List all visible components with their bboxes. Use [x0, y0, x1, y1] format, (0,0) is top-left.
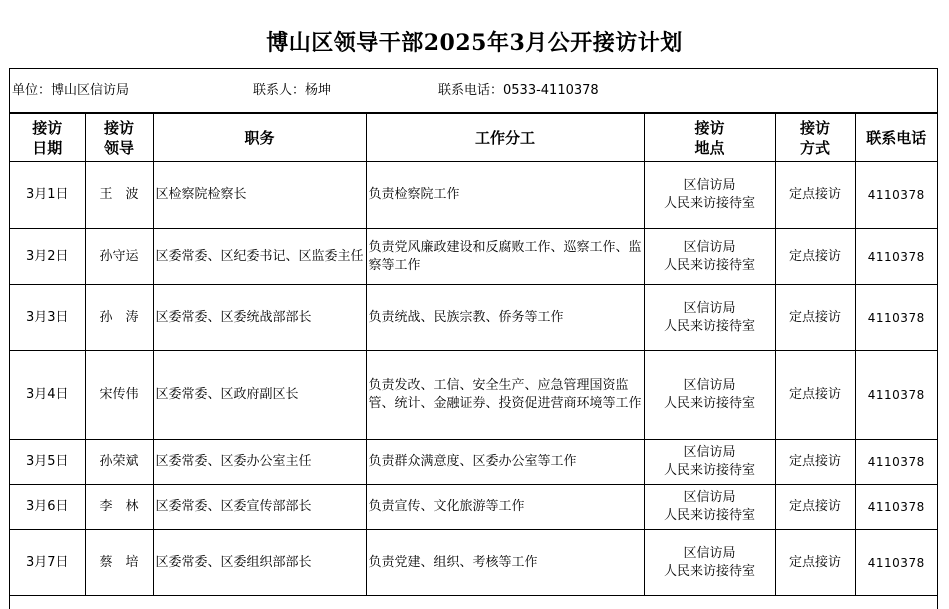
place-line: 区信访局 — [683, 300, 736, 316]
method-cell: 定点接访 — [775, 440, 855, 485]
place-line: 区信访局 — [683, 178, 736, 193]
place-line: 区信访局 — [683, 490, 736, 505]
table-row — [10, 351, 937, 440]
schedule-sheet — [9, 68, 938, 609]
duty-cell: 负责群众满意度、区委办公室等工作 — [366, 440, 644, 485]
position-cell: 区委常委、区委宣传部部长 — [153, 485, 366, 530]
table-row — [10, 285, 937, 351]
header-leader: 接访 领导 — [85, 114, 153, 162]
place-line: 人民来访接待室 — [663, 196, 755, 211]
header-row — [10, 114, 937, 162]
place-line: 人民来访接待室 — [663, 318, 755, 334]
date-cell: 3月3日 — [10, 285, 85, 351]
method-cell: 定点接访 — [775, 162, 855, 229]
place-line: 人民来访接待室 — [663, 396, 755, 411]
position-cell: 区委常委、区委办公室主任 — [153, 440, 366, 485]
date-cell: 3月6日 — [10, 485, 85, 530]
leader-cell: 蔡 培 — [85, 530, 153, 596]
position-cell: 区委常委、区政府副区长 — [153, 351, 366, 440]
place-cell — [644, 285, 775, 351]
place-line: 人民来访接待室 — [663, 257, 755, 273]
duty-cell: 负责检察院工作 — [366, 162, 644, 229]
duty-cell: 负责党风廉政建设和反腐败工作、巡察工作、监察等工作 — [366, 229, 644, 285]
tel-cell: 4110378 — [855, 229, 937, 285]
table-row — [10, 485, 937, 530]
table-row — [10, 530, 937, 596]
position-cell: 区检察院检察长 — [153, 162, 366, 229]
duty-cell: 负责宣传、文化旅游等工作 — [366, 485, 644, 530]
duty-cell: 负责统战、民族宗教、侨务等工作 — [366, 285, 644, 351]
place-line: 人民来访接待室 — [663, 563, 755, 579]
leader-cell: 孙荣斌 — [85, 440, 153, 485]
header-date: 接访 日期 — [10, 114, 85, 162]
method-cell: 定点接访 — [775, 351, 855, 440]
tel-cell: 4110378 — [855, 440, 937, 485]
place-line: 区信访局 — [683, 239, 736, 255]
header-method: 接访 方式 — [775, 114, 855, 162]
header-tel: 联系电话 — [855, 114, 937, 162]
table-row — [10, 229, 937, 285]
leader-cell: 李 林 — [85, 485, 153, 530]
place-line: 人民来访接待室 — [663, 508, 755, 523]
duty-cell: 负责发改、工信、安全生产、应急管理国资监管、统计、金融证券、投资促进营商环境等工作 — [366, 351, 644, 440]
header-place: 接访 地点 — [644, 114, 775, 162]
tel-cell: 4110378 — [855, 351, 937, 440]
place-cell — [644, 530, 775, 596]
place-line: 区信访局 — [683, 545, 736, 561]
duty-cell: 负责党建、组织、考核等工作 — [366, 530, 644, 596]
tel-cell: 4110378 — [855, 162, 937, 229]
place-line: 区信访局 — [683, 445, 736, 460]
table-row — [10, 440, 937, 485]
info-row — [10, 69, 937, 113]
phone-text: 联系电话：0533-4110378 — [438, 83, 599, 98]
date-cell: 3月5日 — [10, 440, 85, 485]
position-cell: 区委常委、区委统战部部长 — [153, 285, 366, 351]
date-cell: 3月2日 — [10, 229, 85, 285]
place-cell — [644, 440, 775, 485]
table-row — [10, 162, 937, 229]
place-cell — [644, 351, 775, 440]
place-cell — [644, 485, 775, 530]
tel-cell: 4110378 — [855, 530, 937, 596]
method-cell: 定点接访 — [775, 485, 855, 530]
leader-cell: 宋传伟 — [85, 351, 153, 440]
header-position: 职务 — [153, 114, 366, 162]
contact-text: 联系人：杨坤 — [253, 83, 332, 98]
place-line: 区信访局 — [683, 378, 736, 393]
date-cell: 3月4日 — [10, 351, 85, 440]
tel-cell: 4110378 — [855, 285, 937, 351]
header-duty: 工作分工 — [366, 114, 644, 162]
tel-cell: 4110378 — [855, 485, 937, 530]
method-cell: 定点接访 — [775, 530, 855, 596]
position-cell: 区委常委、区委组织部部长 — [153, 530, 366, 596]
schedule-table — [10, 113, 937, 596]
method-cell: 定点接访 — [775, 229, 855, 285]
method-cell: 定点接访 — [775, 285, 855, 351]
place-cell — [644, 229, 775, 285]
date-cell: 3月7日 — [10, 530, 85, 596]
place-cell — [644, 162, 775, 229]
leader-cell: 孙 涛 — [85, 285, 153, 351]
date-cell: 3月1日 — [10, 162, 85, 229]
leader-cell: 孙守运 — [85, 229, 153, 285]
page-title: 博山区领导干部2025年3月公开接访计划 — [266, 30, 683, 56]
unit-text: 单位：博山区信访局 — [12, 83, 130, 98]
position-cell: 区委常委、区纪委书记、区监委主任 — [153, 229, 366, 285]
leader-cell: 王 波 — [85, 162, 153, 229]
place-line: 人民来访接待室 — [663, 463, 755, 478]
